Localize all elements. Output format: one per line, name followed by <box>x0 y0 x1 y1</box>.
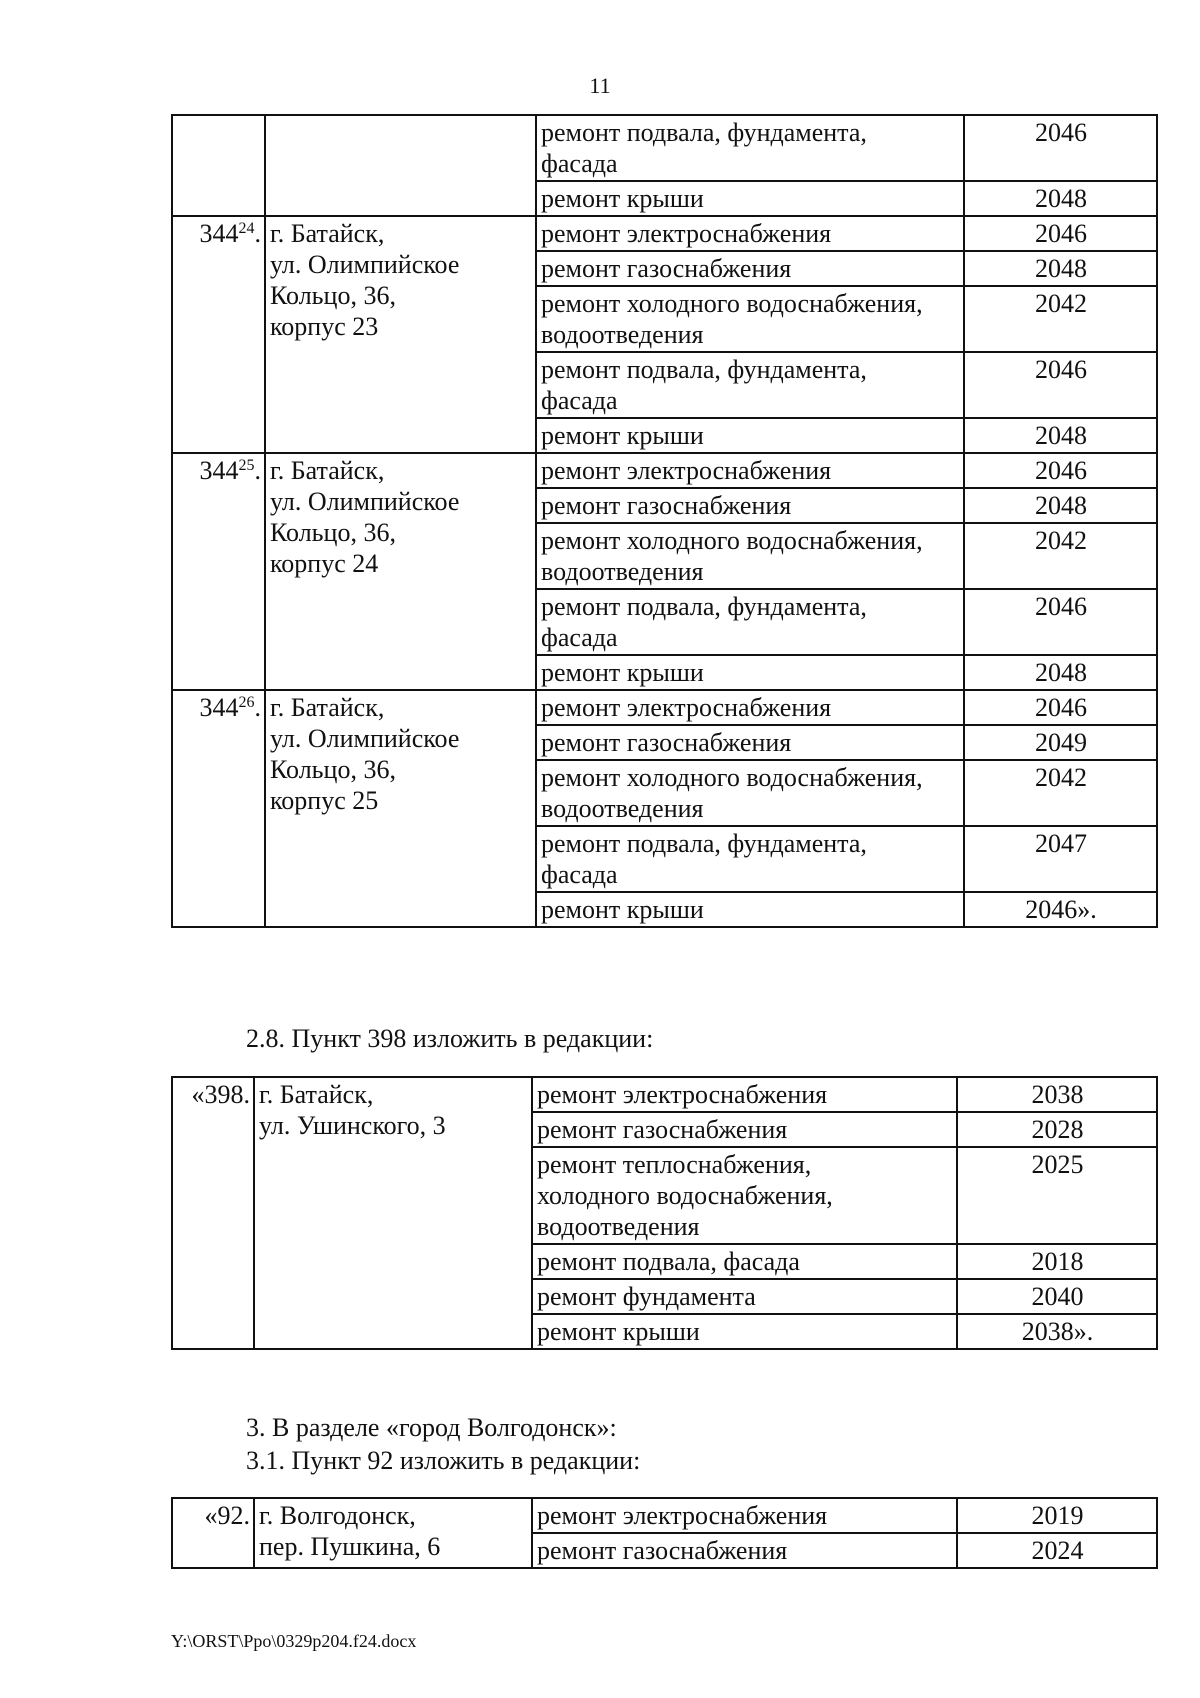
year-cell: 2046 <box>964 216 1157 251</box>
paragraph-3-1: 3.1. Пункт 92 изложить в редакции: <box>246 1446 641 1475</box>
cell-line: г. Волгодонск, <box>259 1501 416 1530</box>
file-path-footer: Y:\ORST\Ppo\0329p204.f24.docx <box>171 1631 417 1651</box>
work-type-cell <box>532 1498 957 1533</box>
cell-line: ремонт подвала, фундамента, <box>541 118 867 147</box>
year-cell: 2047 <box>964 826 1157 892</box>
address-cell <box>265 115 536 216</box>
cell-line: фасада <box>541 623 618 652</box>
item-number-cell <box>172 1077 254 1349</box>
item-number: «398. <box>191 1080 250 1109</box>
work-type-cell <box>536 251 964 286</box>
work-type-cell <box>536 488 964 523</box>
year-cell: 2046 <box>964 589 1157 655</box>
table-row <box>172 1077 1157 1112</box>
work-type-cell <box>536 181 964 216</box>
paragraph-3: 3. В разделе «город Волгодонск»: <box>246 1413 617 1442</box>
year-cell: 2042 <box>964 286 1157 352</box>
year-cell: 2046 <box>964 453 1157 488</box>
cell-line: Кольцо, 36, <box>270 755 396 784</box>
page-number: 11 <box>589 73 611 98</box>
work-type-cell <box>536 690 964 725</box>
table-row <box>172 216 1157 251</box>
cell-line: ремонт электроснабжения <box>541 693 832 722</box>
cell-line: г. Батайск, <box>270 693 385 722</box>
item-number-suffix: . <box>254 456 261 485</box>
cell-line: ремонт крыши <box>541 895 704 924</box>
work-type-cell <box>536 115 964 181</box>
address-cell <box>265 690 536 927</box>
year-cell: 2048 <box>964 488 1157 523</box>
year-cell: 2046 <box>964 352 1157 418</box>
paragraph-2-8: 2.8. Пункт 398 изложить в редакции: <box>246 1024 654 1053</box>
item-number-suffix: . <box>254 693 261 722</box>
table-row <box>172 690 1157 725</box>
cell-line: ремонт подвала, фундамента, <box>541 592 867 621</box>
table-row <box>172 1498 1157 1533</box>
item-number: «92. <box>204 1501 250 1530</box>
cell-line: холодного водоснабжения, <box>537 1181 833 1210</box>
work-type-cell <box>532 1279 957 1314</box>
table-row <box>172 115 1157 181</box>
cell-line: водоотведения <box>541 794 704 823</box>
year-cell: 2042 <box>964 523 1157 589</box>
work-type-cell <box>536 286 964 352</box>
item-number-cell <box>172 453 265 690</box>
item-number: 344 <box>199 693 239 722</box>
year-cell: 2028 <box>957 1112 1157 1147</box>
item-number-cell <box>172 115 265 216</box>
address-cell <box>254 1077 532 1349</box>
year-cell: 2038 <box>957 1077 1157 1112</box>
cell-line: ул. Олимпийское <box>270 250 460 279</box>
cell-line: ремонт газоснабжения <box>541 728 792 757</box>
repair-table-1 <box>171 114 1158 928</box>
address-cell <box>265 453 536 690</box>
cell-line: корпус 23 <box>270 312 379 341</box>
item-number-cell <box>172 216 265 453</box>
cell-line: Кольцо, 36, <box>270 518 396 547</box>
year-cell: 2019 <box>957 1498 1157 1533</box>
cell-line: фасада <box>541 860 618 889</box>
cell-line: ремонт подвала, фундамента, <box>541 355 867 384</box>
year-cell: 2049 <box>964 725 1157 760</box>
item-number: 344 <box>199 456 239 485</box>
cell-line: ремонт газоснабжения <box>537 1536 788 1565</box>
year-cell: 2048 <box>964 418 1157 453</box>
work-type-cell <box>532 1077 957 1112</box>
cell-line: ремонт подвала, фундамента, <box>541 829 867 858</box>
cell-line: водоотведения <box>541 557 704 586</box>
work-type-cell <box>536 760 964 826</box>
work-type-cell <box>536 589 964 655</box>
year-cell: 2048 <box>964 251 1157 286</box>
cell-line: ремонт теплоснабжения, <box>537 1150 812 1179</box>
cell-line: водоотведения <box>537 1212 700 1241</box>
work-type-cell <box>532 1533 957 1568</box>
cell-line: ремонт крыши <box>541 184 704 213</box>
item-number: 344 <box>199 219 239 248</box>
address-cell <box>254 1498 532 1568</box>
cell-line: фасада <box>541 149 618 178</box>
work-type-cell <box>532 1314 957 1349</box>
cell-line: ремонт холодного водоснабжения, <box>541 526 923 555</box>
cell-line: г. Батайск, <box>270 456 385 485</box>
cell-line: г. Батайск, <box>259 1080 374 1109</box>
cell-line: корпус 25 <box>270 786 379 815</box>
table-row <box>172 453 1157 488</box>
cell-line: ул. Ушинского, 3 <box>259 1111 446 1140</box>
work-type-cell <box>536 725 964 760</box>
cell-line: ремонт электроснабжения <box>537 1080 828 1109</box>
work-type-cell <box>532 1147 957 1244</box>
year-cell: 2046». <box>964 892 1157 927</box>
year-cell: 2046 <box>964 115 1157 181</box>
item-number-suffix: . <box>254 219 261 248</box>
address-cell <box>265 216 536 453</box>
cell-line: ремонт электроснабжения <box>537 1501 828 1530</box>
year-cell: 2040 <box>957 1279 1157 1314</box>
work-type-cell <box>536 216 964 251</box>
cell-line: корпус 24 <box>270 549 379 578</box>
repair-table-2 <box>171 1076 1158 1350</box>
item-number-superscript: 25 <box>238 457 255 474</box>
cell-line: ремонт холодного водоснабжения, <box>541 763 923 792</box>
item-number-superscript: 24 <box>238 220 255 237</box>
year-cell: 2038». <box>957 1314 1157 1349</box>
year-cell: 2018 <box>957 1244 1157 1279</box>
item-number-cell <box>172 690 265 927</box>
year-cell: 2048 <box>964 181 1157 216</box>
work-type-cell <box>532 1244 957 1279</box>
cell-line: ремонт газоснабжения <box>541 491 792 520</box>
work-type-cell <box>536 826 964 892</box>
year-cell: 2046 <box>964 690 1157 725</box>
cell-line: ремонт крыши <box>541 658 704 687</box>
cell-line: ремонт газоснабжения <box>537 1115 788 1144</box>
cell-line: водоотведения <box>541 320 704 349</box>
cell-line: ремонт крыши <box>541 421 704 450</box>
cell-line: ремонт электроснабжения <box>541 456 832 485</box>
cell-line: г. Батайск, <box>270 219 385 248</box>
work-type-cell <box>536 892 964 927</box>
cell-line: ремонт газоснабжения <box>541 254 792 283</box>
cell-line: ремонт холодного водоснабжения, <box>541 289 923 318</box>
cell-line: Кольцо, 36, <box>270 281 396 310</box>
cell-line: пер. Пушкина, 6 <box>259 1532 441 1561</box>
item-number-superscript: 26 <box>238 694 255 711</box>
work-type-cell <box>536 523 964 589</box>
work-type-cell <box>536 352 964 418</box>
year-cell: 2025 <box>957 1147 1157 1244</box>
cell-line: ремонт фундамента <box>537 1282 756 1311</box>
work-type-cell <box>536 453 964 488</box>
work-type-cell <box>532 1112 957 1147</box>
year-cell: 2048 <box>964 655 1157 690</box>
repair-table-3 <box>171 1497 1158 1569</box>
item-number-cell <box>172 1498 254 1568</box>
cell-line: ремонт подвала, фасада <box>537 1247 800 1276</box>
cell-line: ремонт крыши <box>537 1317 700 1346</box>
year-cell: 2042 <box>964 760 1157 826</box>
cell-line: ул. Олимпийское <box>270 724 460 753</box>
cell-line: ремонт электроснабжения <box>541 219 832 248</box>
work-type-cell <box>536 655 964 690</box>
year-cell: 2024 <box>957 1533 1157 1568</box>
work-type-cell <box>536 418 964 453</box>
cell-line: фасада <box>541 386 618 415</box>
cell-line: ул. Олимпийское <box>270 487 460 516</box>
